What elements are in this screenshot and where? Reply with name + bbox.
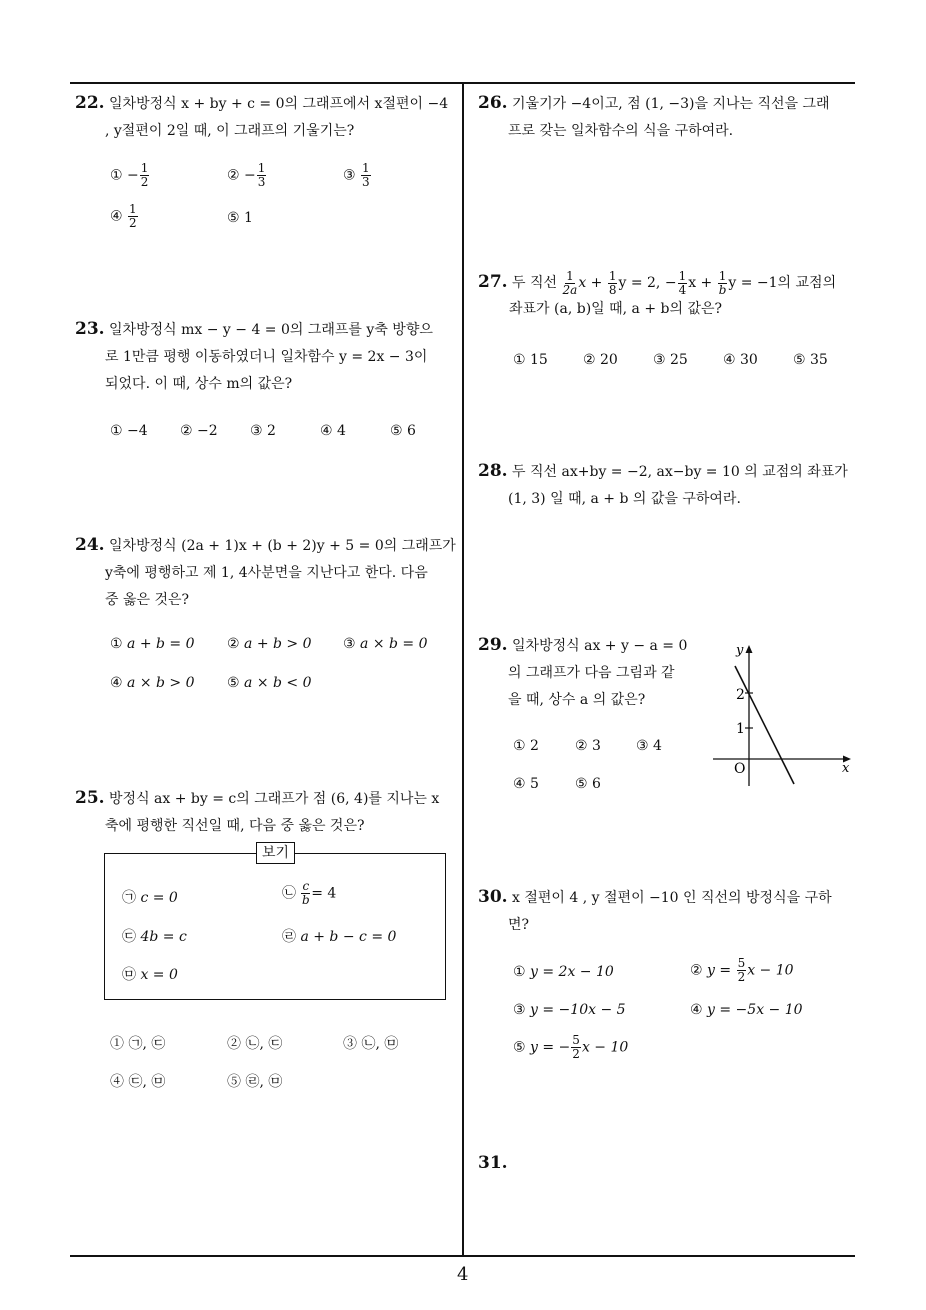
option-1[interactable]: ① 2 [513, 738, 539, 754]
option-1[interactable]: ① −4 [110, 423, 148, 439]
tick-label-1: 1 [736, 721, 745, 737]
option-4[interactable]: ④ ㉢, ㉤ [110, 1074, 166, 1090]
question-number: 23. [75, 319, 105, 339]
question-number: 22. [75, 93, 105, 113]
option-3[interactable]: ③ y = −10x − 5 [513, 1002, 626, 1018]
option-2[interactable]: ② a + b > 0 [227, 636, 312, 652]
y-axis-arrow [746, 645, 753, 653]
option-4[interactable]: ④ $\frac{1}{2}$ [110, 202, 137, 230]
question-22 [75, 90, 460, 145]
option-2[interactable]: ② y = $\frac{5}{2}$ x − 10 [690, 956, 794, 984]
question-text: y축에 평행하고 제 1, 4사분면을 지난다고 한다. 다음 [105, 565, 428, 581]
page-number: 4 [457, 1264, 469, 1285]
option-3[interactable]: ③ 2 [250, 423, 276, 439]
option-4[interactable]: ④ a × b > 0 [110, 675, 195, 691]
question-text: 두 직선 ax+by = −2, ax−by = 10 의 교점의 좌표가 [512, 464, 848, 480]
option-5[interactable]: ⑤ y = − $\frac{5}{2}$ x − 10 [513, 1033, 629, 1061]
question-text: 되었다. 이 때, 상수 m의 값은? [105, 376, 293, 392]
question-text: 면? [508, 917, 530, 933]
question-text: 일차방정식 x + by + c = 0의 그래프에서 x절편이 −4 [109, 96, 449, 112]
option-5[interactable]: ⑤ 6 [390, 423, 416, 439]
option-3[interactable]: ③ 25 [653, 352, 688, 368]
option-3[interactable]: ③ $\frac{1}{3}$ [343, 161, 370, 189]
option-1[interactable]: ① y = 2x − 10 [513, 964, 614, 980]
tick-label-2: 2 [736, 687, 745, 703]
question-text: (1, 3) 일 때, a + b 의 값을 구하여라. [508, 491, 741, 507]
y-axis-label: y [736, 643, 744, 658]
option-3[interactable]: ③ 4 [636, 738, 662, 754]
origin-label: O [734, 761, 746, 777]
option-1[interactable]: ① − $\frac{1}{2}$ [110, 161, 149, 189]
option-4[interactable]: ④ 30 [723, 352, 758, 368]
option-2[interactable]: ② 20 [583, 352, 618, 368]
option-3[interactable]: ③ ㉡, ㉤ [343, 1036, 399, 1052]
option-5[interactable]: ⑤ ㉣, ㉤ [227, 1074, 283, 1090]
question-28 [478, 458, 863, 513]
option-1[interactable]: ① ㉠, ㉢ [110, 1036, 166, 1052]
question-number: 24. [75, 535, 105, 555]
question-31 [478, 1150, 508, 1178]
question-25 [75, 785, 460, 840]
question-26 [478, 90, 863, 145]
option-5[interactable]: ⑤ 1 [227, 210, 253, 226]
question-text: 일차방정식 (2a + 1)x + (b + 2)y + 5 = 0의 그래프가 [109, 538, 456, 554]
option-1[interactable]: ① a + b = 0 [110, 636, 195, 652]
question-text: 로 1만큼 평행 이동하였더니 일차함수 y = 2x − 3이 [105, 349, 428, 365]
option-4[interactable]: ④ 5 [513, 776, 539, 792]
question-text: 프로 갖는 일차함수의 식을 구하여라. [508, 123, 734, 139]
option-2[interactable]: ② ㉡, ㉢ [227, 1036, 283, 1052]
option-5[interactable]: ⑤ a × b < 0 [227, 675, 312, 691]
question-30 [478, 884, 863, 939]
question-text: 일차방정식 ax + y − a = 0 [512, 638, 688, 654]
question-number: 29. [478, 635, 508, 655]
question-text: 일차방정식 mx − y − 4 = 0의 그래프를 y축 방향으 [109, 322, 433, 338]
option-4[interactable]: ④ 4 [320, 423, 346, 439]
question-text: , y절편이 2일 때, 이 그래프의 기울기는? [105, 123, 355, 139]
question-number: 26. [478, 93, 508, 113]
question-text: 을 때, 상수 a 의 값은? [508, 692, 646, 708]
question-text: 방정식 ax + by = c의 그래프가 점 (6, 4)를 지나는 x [109, 791, 440, 807]
x-axis-label: x [842, 761, 850, 776]
option-2[interactable]: ② 3 [575, 738, 601, 754]
bogi-item: ㉢ 4b = c [122, 929, 187, 945]
question-text: 중 옳은 것은? [105, 592, 190, 608]
bogi-label: 보기 [256, 842, 295, 864]
question-number: 28. [478, 461, 508, 481]
question-number: 25. [75, 788, 105, 808]
question-text: 기울기가 −4이고, 점 (1, −3)을 지나는 직선을 그래 [512, 96, 830, 112]
question-number: 30. [478, 887, 508, 907]
q29-graph [705, 640, 855, 790]
bogi-item: ㉠ c = 0 [122, 890, 178, 906]
option-2[interactable]: ② −2 [180, 423, 218, 439]
question-23 [75, 316, 460, 398]
question-text: x 절편이 4 , y 절편이 −10 인 직선의 방정식을 구하 [512, 890, 832, 906]
bogi-item: ㉣ a + b − c = 0 [282, 929, 397, 945]
option-2[interactable]: ② − $\frac{1}{3}$ [227, 161, 266, 189]
question-24 [75, 532, 460, 614]
question-text: 의 그래프가 다음 그림과 같 [508, 665, 675, 681]
bogi-item: ㉡ $\frac{c}{b}$ = 4 [282, 879, 337, 907]
column-divider [462, 82, 464, 1257]
option-1[interactable]: ① 15 [513, 352, 548, 368]
question-text: 좌표가 (a, b)일 때, a + b의 값은? [509, 301, 723, 317]
question-number: 31. [478, 1153, 508, 1173]
option-4[interactable]: ④ y = −5x − 10 [690, 1002, 803, 1018]
question-text: 축에 평행한 직선일 때, 다음 중 옳은 것은? [105, 818, 365, 834]
question-27: 27. 두 직선 $\frac{1}{2a}$ x + $\frac{1}{8}$ y = 2, − $\frac{1}{4}$ x + $\frac{1}{b}$ y = −1의 교점의 [478, 268, 837, 297]
bottom-rule [70, 1255, 855, 1257]
question-29 [478, 632, 708, 714]
question-number: 27. [478, 272, 508, 292]
option-5[interactable]: ⑤ 35 [793, 352, 828, 368]
bogi-item: ㉤ x = 0 [122, 967, 178, 983]
option-3[interactable]: ③ a × b = 0 [343, 636, 428, 652]
option-5[interactable]: ⑤ 6 [575, 776, 601, 792]
